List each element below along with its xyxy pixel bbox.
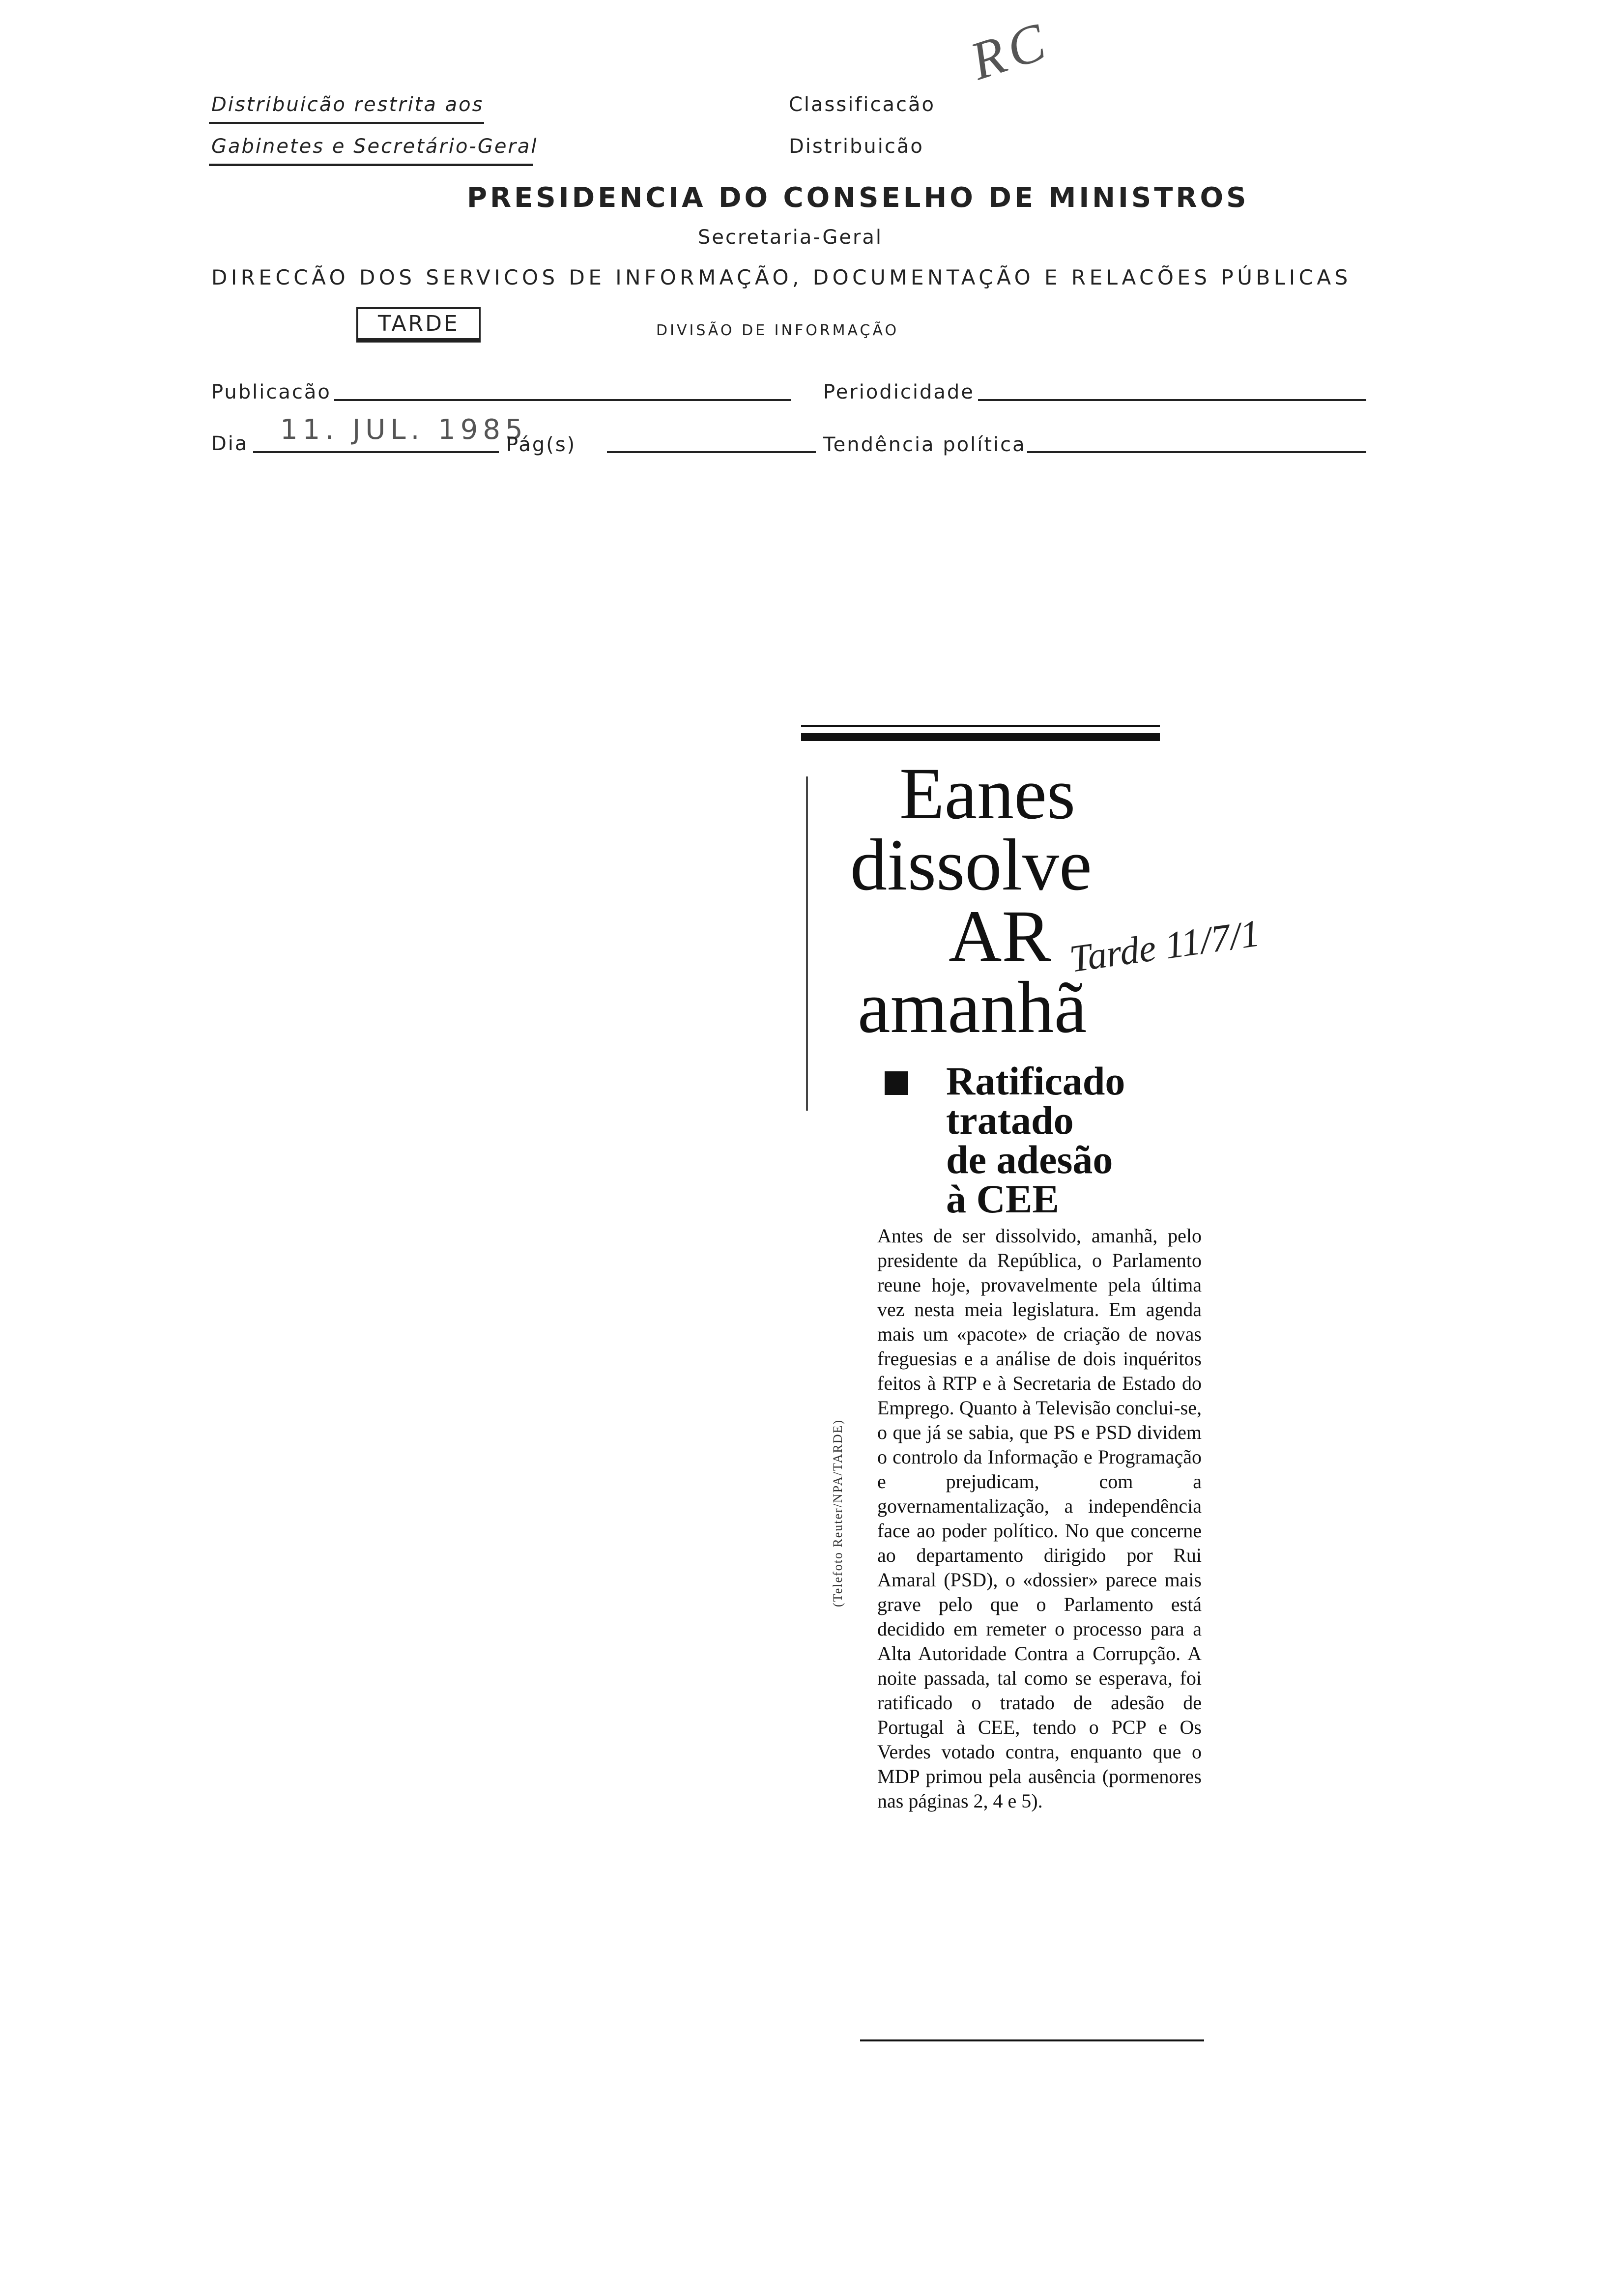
headline-line-1: Eanes <box>899 753 1076 834</box>
headline-line-2: dissolve <box>850 824 1092 906</box>
handwritten-initials: RC <box>963 10 1057 91</box>
headline-line-4: amanhã <box>858 967 1087 1048</box>
restricted-distribution-line1: Distribuicão restrita aos <box>211 93 484 116</box>
day-label: Dia <box>211 432 249 455</box>
periodicity-line <box>978 399 1366 401</box>
periodicity-label: Periodicidade <box>823 381 975 403</box>
institution-title: PRESIDENCIA DO CONSELHO DE MINISTROS <box>467 182 1249 214</box>
photo-credit: (Telefoto Reuter/NPA/TARDE) <box>831 1419 845 1607</box>
political-tendency-line <box>1027 451 1366 453</box>
secretariat-title: Secretaria-Geral <box>698 226 883 249</box>
subheadline-line-4: à CEE <box>946 1177 1060 1221</box>
subheadline-line-2: tratado <box>946 1098 1074 1143</box>
bullet-square-icon <box>885 1071 908 1095</box>
clipping-bottom-rule <box>860 2039 1204 2041</box>
political-tendency-label: Tendência política <box>823 433 1026 456</box>
directorate-title: DIRECCÃO DOS SERVICOS DE INFORMAÇÃO, DOCUMENTAÇÃO E RELACÕES PÚBLICAS <box>211 265 1352 289</box>
restricted-distribution-line2: Gabinetes e Secretário-Geral <box>211 135 538 158</box>
handwritten-date-note: Tarde 11/7/1 <box>1066 911 1263 980</box>
publication-label: Publicacão <box>211 381 331 403</box>
subheadline-line-3: de adesão <box>946 1137 1113 1182</box>
tarde-stamp: TARDE <box>356 307 481 343</box>
clipping-top-rule-thick <box>801 733 1160 741</box>
publication-line <box>334 399 791 401</box>
restricted-underline-2 <box>209 164 533 166</box>
division-title: DIVISÃO DE INFORMAÇÃO <box>656 322 899 339</box>
day-line <box>253 451 499 453</box>
restricted-underline-1 <box>209 122 484 124</box>
clipping-top-rule-thin <box>801 725 1160 727</box>
headline-line-3: AR <box>949 895 1051 977</box>
clipping-left-border <box>806 776 808 1111</box>
pages-line <box>607 451 816 453</box>
classification-label: Classificacão <box>789 93 936 116</box>
article-body: Antes de ser dissolvido, amanhã, pelo presidente da República, o Parlamento reune hoje, provavelmente pela última vez nesta meia legislatura. Em agenda mais um «pacote» de criação de novas freguesias e a análise de dois inquéritos feitos à RTP e à Secretaria de Estado do Emprego. Quanto à Televisão conclui-se, o que já se sabia, que PS e PSD dividem o controlo da Informação e Programação e prejudicam, com a governamentalização, a independência face ao poder político. No que concerne ao departamento dirigido por Rui Amaral (PSD), o «dossier» parece mais grave pelo que o Parlamento está decidido em remeter o processo para a Alta Autoridade Contra a Corrupção. A noite passada, tal como se esperava, foi ratificado o tratado de adesão de Portugal à CEE, tendo o PCP e Os Verdes votado contra, enquanto que o MDP primou pela ausência (pormenores nas páginas 2, 4 e 5). <box>877 1225 1202 1812</box>
pages-label: Pág(s) <box>506 433 576 456</box>
date-stamp: 11. JUL. 1985 <box>280 414 528 446</box>
distribution-label: Distribuicão <box>789 135 924 158</box>
subheadline-line-1: Ratificado <box>946 1059 1125 1103</box>
